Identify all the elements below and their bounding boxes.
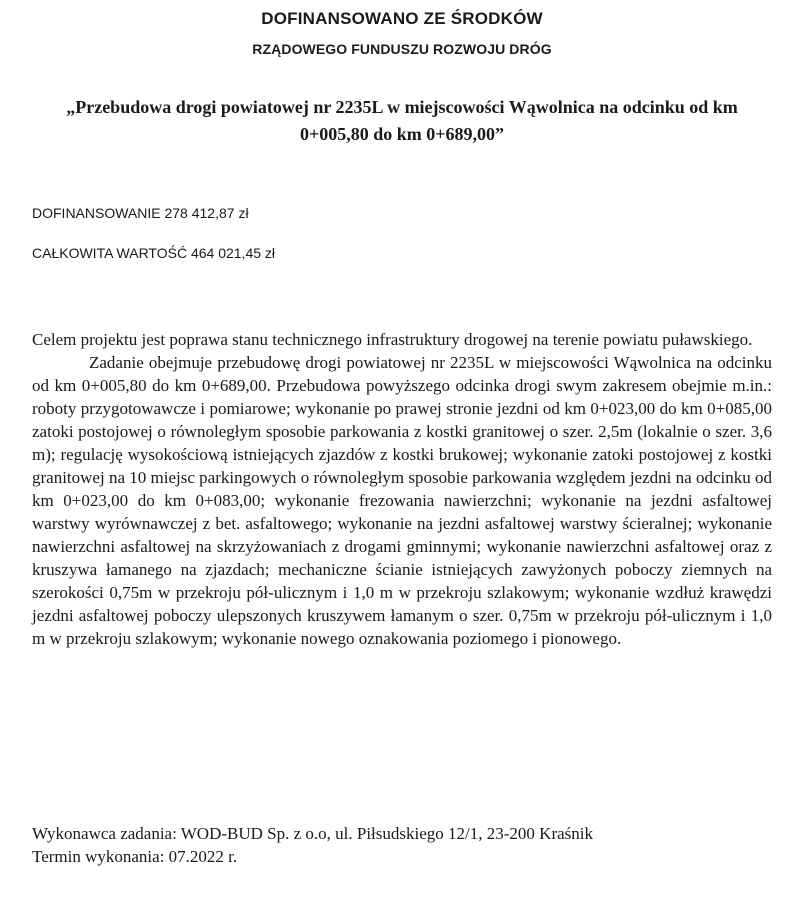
header-line-1: DOFINANSOWANO ZE ŚRODKÓW — [261, 9, 543, 28]
footer — [32, 822, 772, 868]
cofinancing-amount: DOFINANSOWANIE 278 412,87 zł — [32, 205, 249, 221]
total-value-amount: CAŁKOWITA WARTOŚĆ 464 021,45 zł — [32, 245, 276, 261]
scope-paragraph: Zadanie obejmuje przebudowę drogi powiatowej nr 2235L w miejscowości Wąwolnica na odcinku od km 0+005,80 do km 0+689,00. Przebudowa powyższego odcinka drogi swym zakresem obejmie m.in.: roboty przygotowawcze i pomiarowe; wykonanie po prawej stronie jezdni od km 0+023,00 do km 0+085,00 zatoki postojowej o równoległym sposobie parkowania z kostki granitowej o szer. 2,5m (lokalnie o szer. 3,6 m); regulację wysokościową istniejących zjazdów z kostki brukowej; wykonanie zatoki postojowej z kostki granitowej na 10 miejsc parkingowych o równoległym sposobie parkowania względem jezdni na odcinku od km 0+023,00 do km 0+083,00; wykonanie frezowania nawierzchni; wykonanie na jezdni asfaltowej warstwy wyrównawczej z bet. asfaltowego; wykonanie na jezdni asfaltowej warstwy ścieralnej; wykonanie nawierzchni asfaltowej na skrzyżowaniach z drogami gminnymi; wykonanie nawierzchni asfaltowej oraz z kruszywa łamanego na zjazdach; mechaniczne ścianie istniejących zawyżonych poboczy ziemnych na szerokości 0,75m w przekroju pół-ulicznym i 1,0 m w przekroju szlakowym; wykonanie wzdłuż krawędzi jezdni asfaltowej poboczy ulepszonych kruszywem łamanym o szer. 0,75m w przekroju pół-ulicznym i 1,0 m w przekroju szlakowym; wykonanie nowego oznakowania poziomego i pionowego. — [32, 353, 772, 648]
project-goal-paragraph: Celem projektu jest poprawa stanu technicznego infrastruktury drogowej na terenie powiatu puławskiego. — [32, 330, 753, 349]
contractor-line: Wykonawca zadania: WOD-BUD Sp. z o.o, ul. Piłsudskiego 12/1, 23-200 Kraśnik — [32, 824, 593, 843]
deadline-line: Termin wykonania: 07.2022 r. — [32, 847, 238, 866]
header-line-2: RZĄDOWEGO FUNDUSZU ROZWOJU DRÓG — [252, 41, 552, 57]
project-title: „Przebudowa drogi powiatowej nr 2235L w miejscowości Wąwolnica na odcinku od km 0+005,80 do km 0+689,00” — [66, 97, 738, 144]
description-body — [32, 328, 772, 650]
